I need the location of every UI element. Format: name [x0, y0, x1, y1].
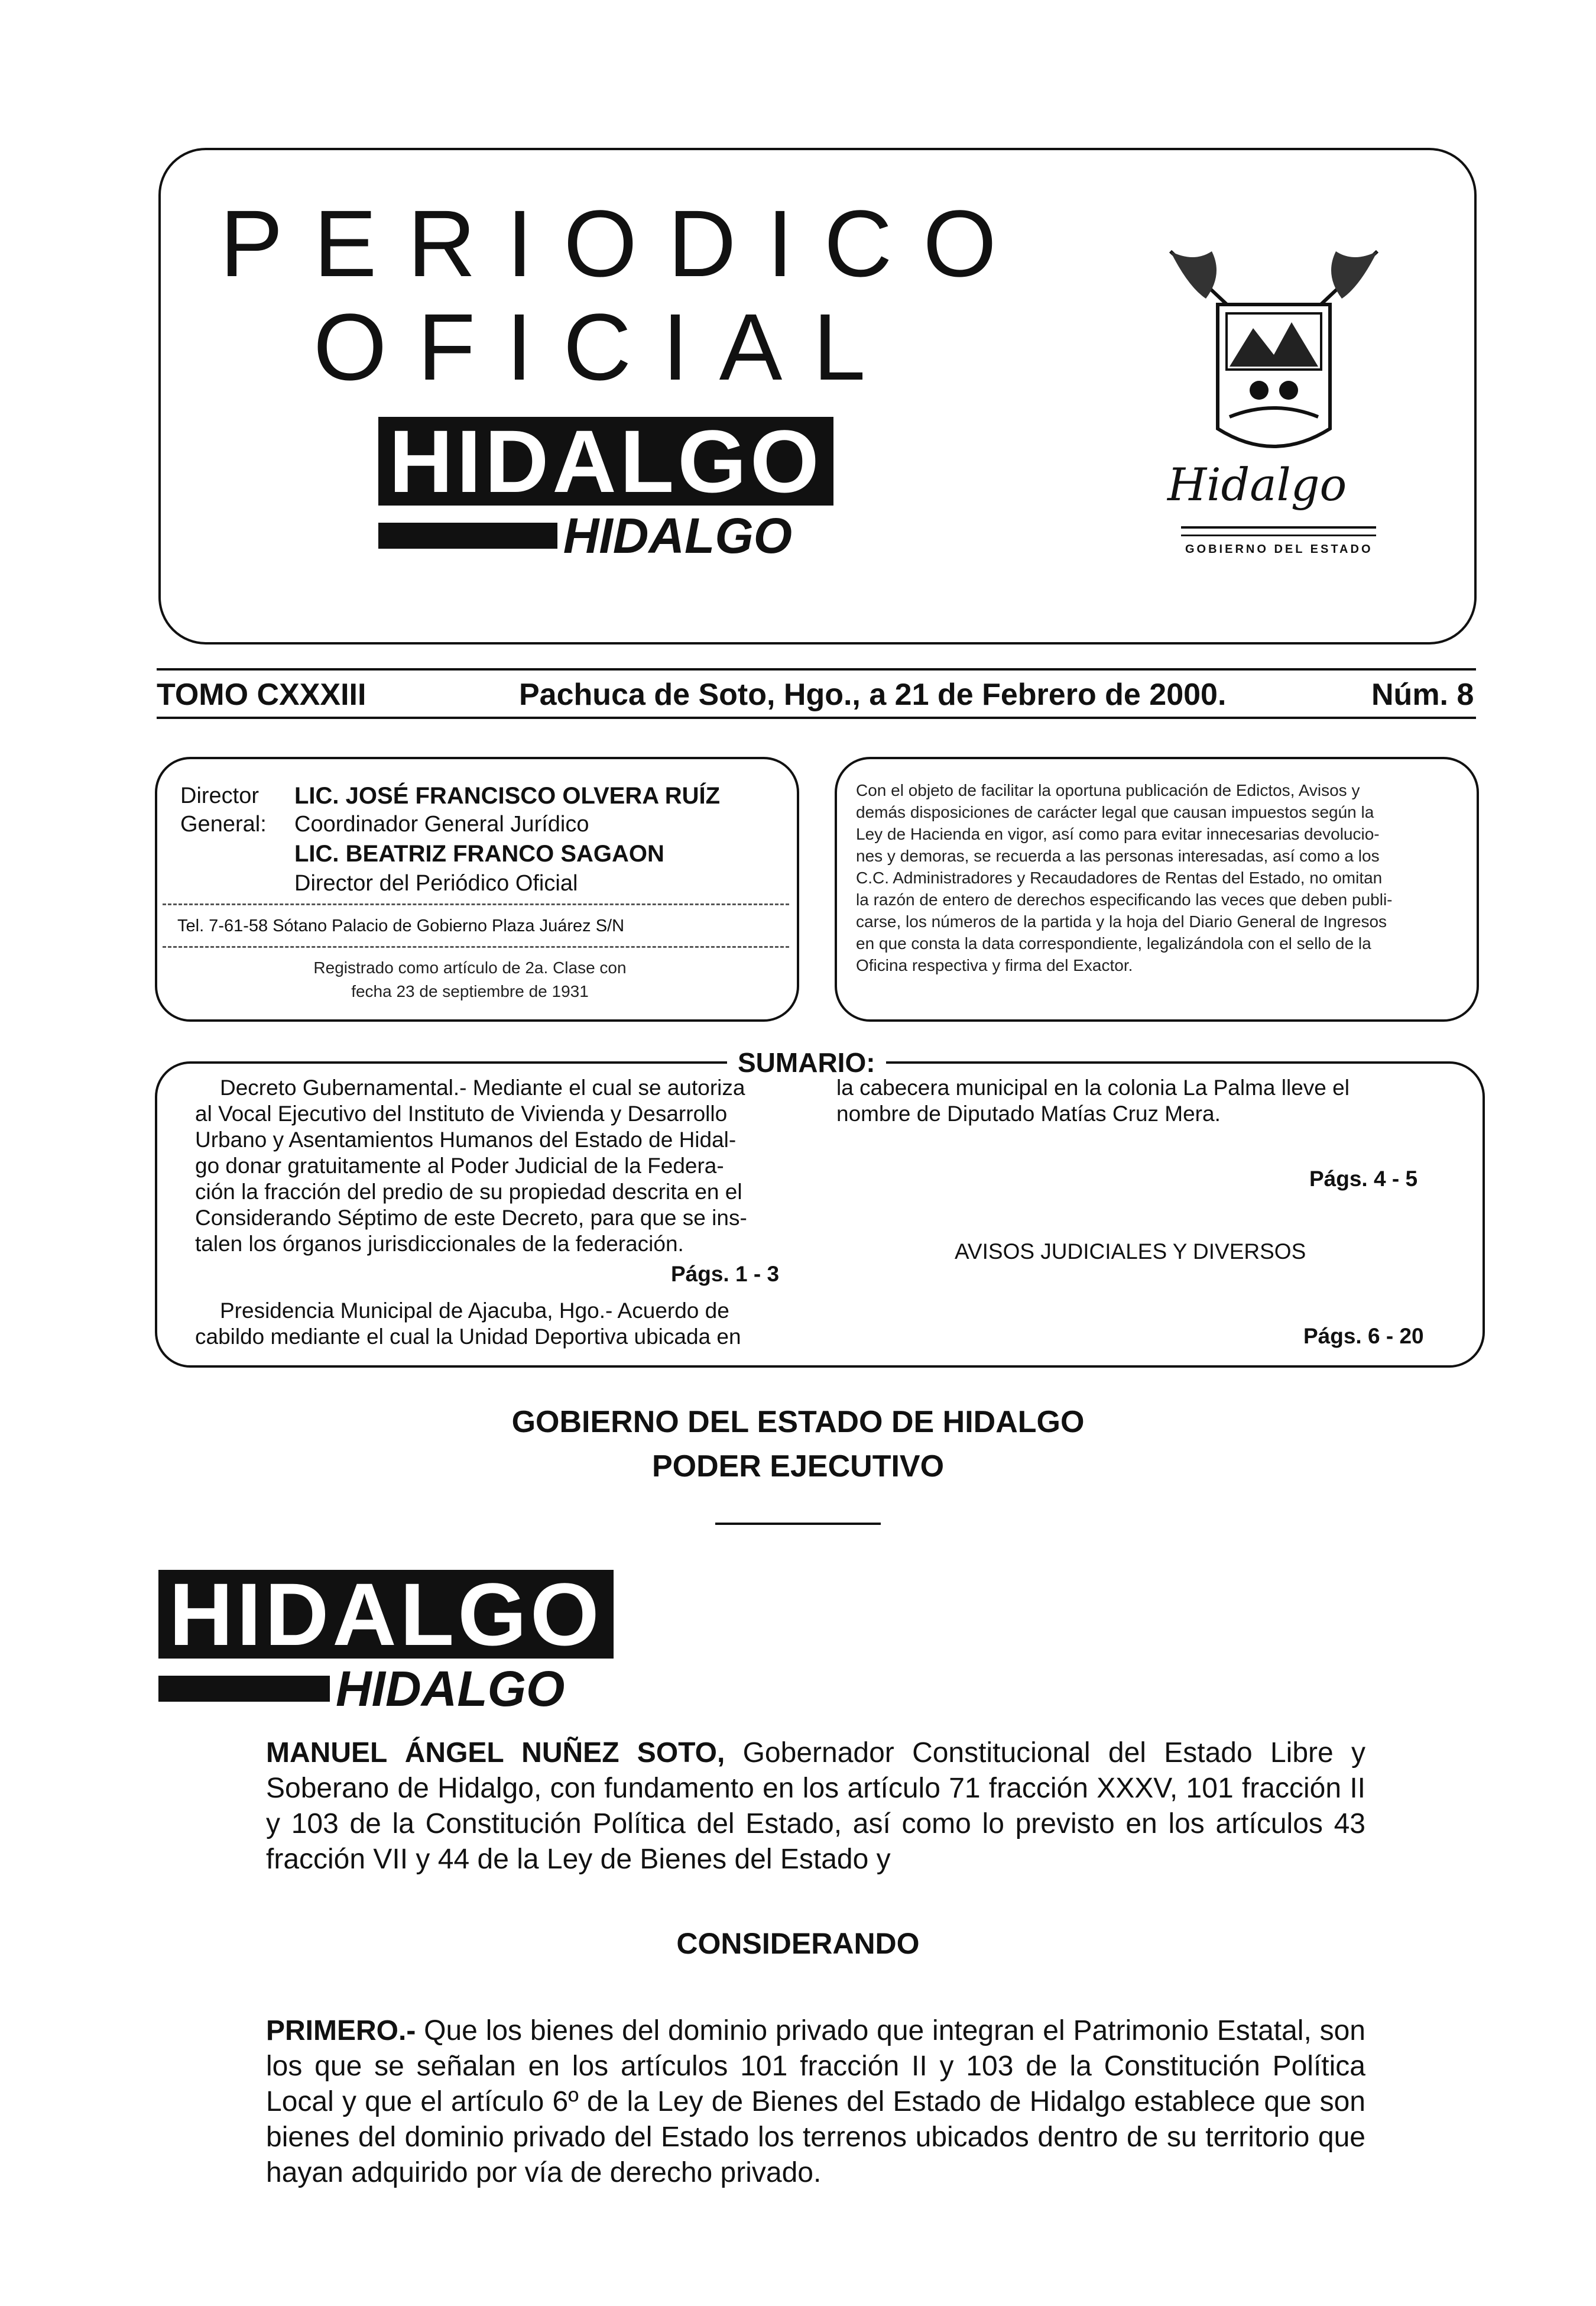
heading-rule — [715, 1523, 881, 1525]
body-logo-bar — [158, 1676, 330, 1702]
notice-line: Oficina respectiva y firma del Exactor. — [856, 956, 1133, 974]
sumario-right — [836, 1075, 1433, 1127]
header-place-date: Pachuca de Soto, Hgo., a 21 de Febrero de 2000. — [519, 678, 1227, 712]
sumario-line: ción la fracción del predio de su propiedad descrita en el — [195, 1180, 742, 1204]
power-heading: PODER EJECUTIVO — [651, 1449, 945, 1484]
masthead-title-line1: PERIODICO — [220, 190, 1027, 296]
notice-text — [856, 779, 1465, 976]
intro-rest: Gobernador Constitucional del Estado Libre y Soberano de Hidalgo, con fundamento en los artículo 71 fracción XXXV, 101 fracción II y 103 de la Constitución Política del Estado, así como lo previsto en los artículos 43 fracción VII y 44 de la Ley de Bienes del Estado y — [266, 1737, 1366, 1875]
sumario-line: cabildo mediante el cual la Unidad Deportiva ubicada en — [195, 1324, 741, 1349]
header-number: Núm. 8 — [1371, 678, 1474, 712]
sumario-pages2: Págs. 4 - 5 — [1309, 1167, 1418, 1191]
sumario-line: talen los órganos jurisdiccionales de la federación. — [195, 1232, 684, 1256]
sumario-line: nombre de Diputado Matías Cruz Mera. — [836, 1102, 1221, 1126]
primero-label: PRIMERO.- — [266, 2015, 416, 2046]
notice-line: en que consta la data correspondiente, legalizándola con el sello de la — [856, 934, 1371, 953]
staff-divider1 — [163, 903, 789, 905]
staff-role2: Director del Periódico Oficial — [294, 871, 578, 896]
sumario-line: Presidencia Municipal de Ajacuba, Hgo.- Acuerdo de — [220, 1298, 729, 1323]
notice-line: nes y demoras, se recuerda a las personas interesadas, así como a los — [856, 847, 1380, 865]
seal-script: Hidalgo — [1167, 458, 1347, 511]
body-logo-subword: HIDALGO — [336, 1661, 565, 1716]
sumario-line: al Vocal Ejecutivo del Instituto de Vivienda y Desarrollo — [195, 1102, 728, 1126]
staff-role1: Coordinador General Jurídico — [294, 812, 589, 837]
sumario-pages1: Págs. 1 - 3 — [671, 1262, 780, 1286]
sumario-pages3: Págs. 6 - 20 — [1303, 1324, 1424, 1348]
notice-line: Con el objeto de facilitar la oportuna publicación de Edictos, Avisos y — [856, 781, 1360, 799]
staff-registro2: fecha 23 de septiembre de 1931 — [351, 982, 589, 1000]
sumario-avisos: AVISOS JUDICIALES Y DIVERSOS — [955, 1239, 1306, 1264]
sumario-line: Urbano y Asentamientos Humanos del Estado de Hidal- — [195, 1128, 737, 1152]
notice-line: Ley de Hacienda en vigor, así como para evitar innecesarias devolucio- — [856, 825, 1380, 843]
sumario-heading: SUMARIO: — [727, 1047, 886, 1078]
notice-line: la razón de entero de derechos especificando las veces que deben publi- — [856, 890, 1393, 909]
sumario-line: la cabecera municipal en la colonia La Palma lleve el — [836, 1076, 1350, 1100]
seal-rule — [1181, 526, 1376, 529]
seal-caption: GOBIERNO DEL ESTADO — [1185, 543, 1373, 556]
notice-line: C.C. Administradores y Recaudadores de Rentas del Estado, no omitan — [856, 869, 1383, 887]
staff-name1: LIC. JOSÉ FRANCISCO OLVERA RUÍZ — [294, 783, 721, 809]
considerando-heading: CONSIDERANDO — [676, 1927, 920, 1960]
staff-divider2 — [163, 946, 789, 948]
primero-paragraph — [266, 2013, 1365, 2191]
label-director: Director — [180, 783, 259, 808]
logo-word: HIDALGO — [378, 417, 833, 506]
body-logo — [158, 1565, 603, 1716]
masthead-title-line2: OFICIAL — [313, 294, 897, 400]
intro-paragraph — [266, 1735, 1365, 1877]
sumario-line: Decreto Gubernamental.- Mediante el cual se autoriza — [220, 1076, 745, 1100]
header-rule-top — [157, 668, 1476, 671]
header-rule-bottom — [157, 717, 1476, 719]
notice-line: demás disposiciones de carácter legal que causan impuestos según la — [856, 803, 1374, 821]
coat-of-arms-icon — [1159, 228, 1389, 476]
sumario-line: go donar gratuitamente al Poder Judicial de la Federa- — [195, 1154, 724, 1178]
body-logo-word: HIDALGO — [158, 1570, 614, 1659]
logo-subword: HIDALGO — [563, 508, 792, 563]
staff-tel: Tel. 7-61-58 Sótano Palacio de Gobierno Plaza Juárez S/N — [177, 916, 625, 935]
header-tomo: TOMO CXXXIII — [157, 678, 366, 712]
sumario-left — [195, 1075, 792, 1257]
label-general: General: — [180, 812, 267, 837]
gov-heading: GOBIERNO DEL ESTADO DE HIDALGO — [511, 1405, 1085, 1439]
notice-line: carse, los números de la partida y la hoja del Diario General de Ingresos — [856, 912, 1387, 931]
staff-registro1: Registrado como artículo de 2a. Clase con — [313, 958, 627, 977]
logo-bar — [378, 523, 557, 549]
intro-name: MANUEL ÁNGEL NUÑEZ SOTO, — [266, 1737, 725, 1769]
staff-name2: LIC. BEATRIZ FRANCO SAGAON — [294, 841, 664, 867]
masthead-logo — [378, 412, 823, 563]
sumario-left2 — [195, 1298, 792, 1350]
sumario-line: Considerando Séptimo de este Decreto, para que se ins- — [195, 1206, 747, 1230]
seal-rule-2 — [1181, 535, 1376, 536]
primero-rest: Que los bienes del dominio privado que integran el Patrimonio Estatal, son los que se señalan en los artículos 101 fracción II y 103 de la Constitución Política Local y que el artículo 6º de la Ley de Bienes del Estado de Hidalgo establece que son bienes del dominio privado del Estado los terrenos ubicados dentro de su territorio que hayan adquirido por vía de derecho privado. — [266, 2015, 1365, 2188]
